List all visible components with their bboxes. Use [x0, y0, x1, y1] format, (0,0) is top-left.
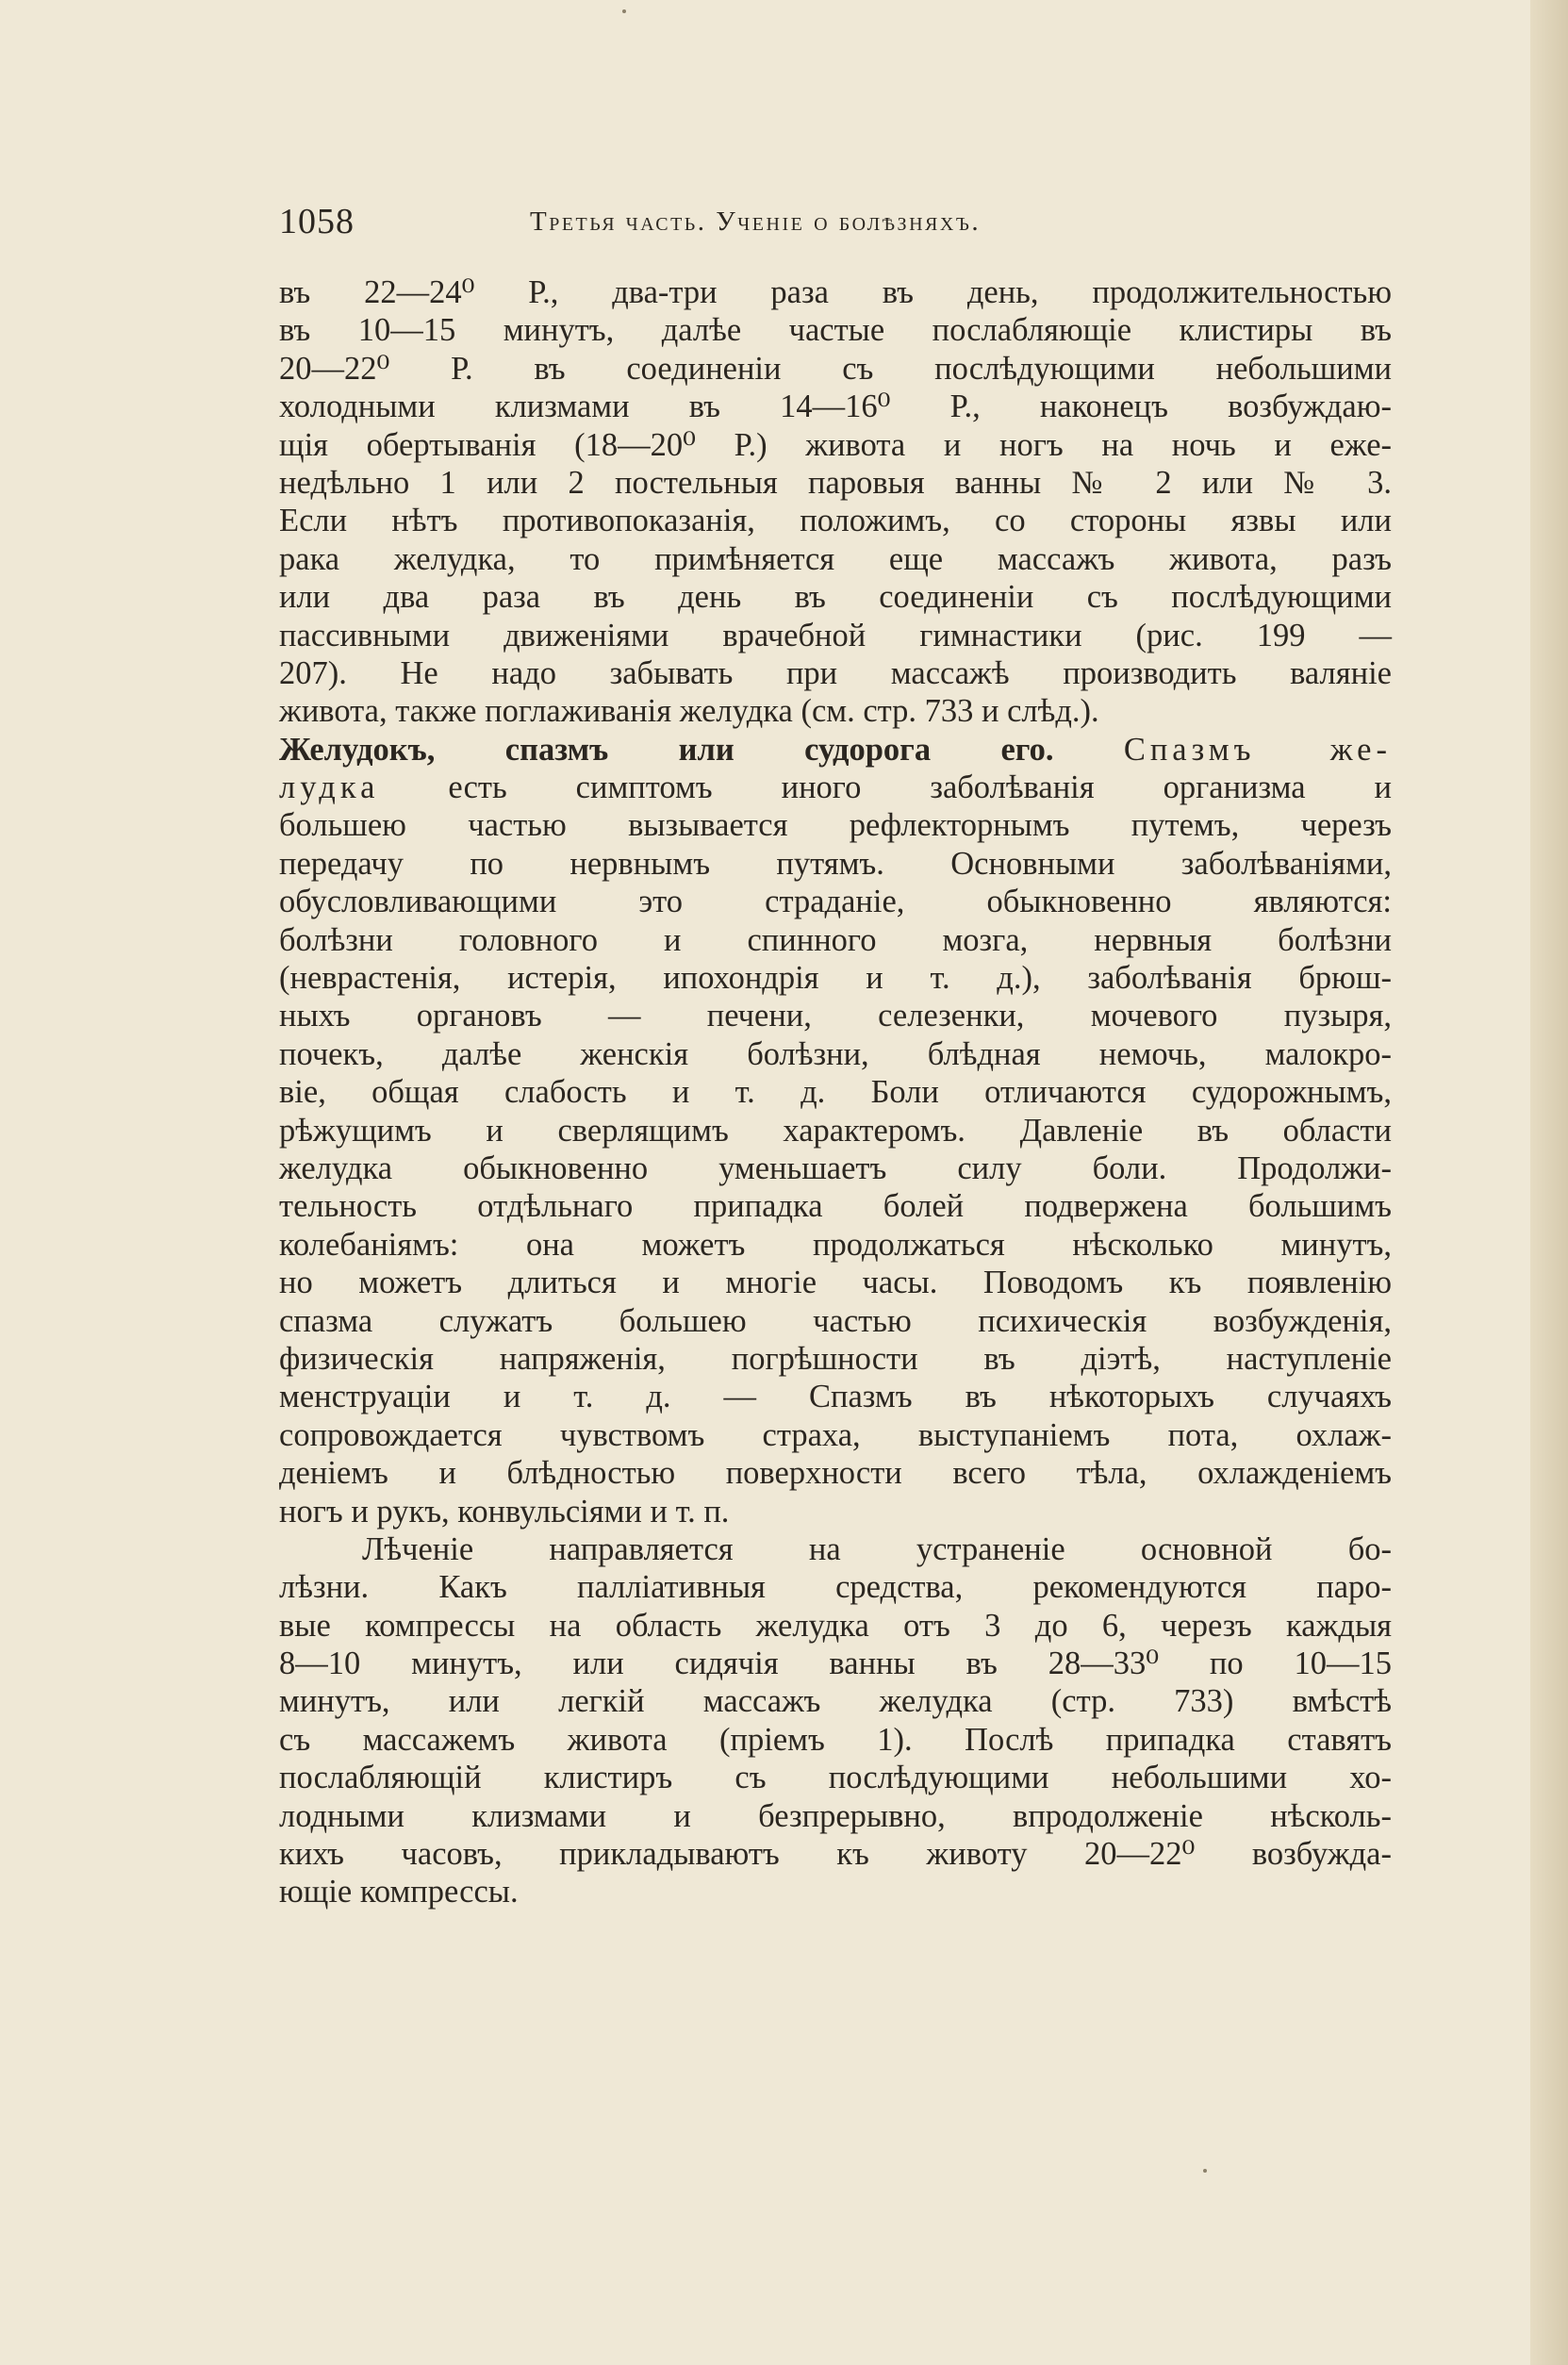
text-line: недѣльно 1 или 2 постельныя паровыя ванны № 2 или № 3. — [279, 464, 1392, 501]
paragraph-first-line: Лѣченіе направляется на устраненіе основной бо- — [362, 1530, 1392, 1567]
text-line: рака желудка, то примѣняется еще массажъ живота, разъ — [279, 540, 1392, 577]
paper-speck — [622, 9, 626, 13]
text-line: въ 22—24⁰ Р., два-три раза въ день, продолжительностью — [279, 274, 1392, 310]
text-line: почекъ, далѣе женскія болѣзни, блѣдная немочь, малокро- — [279, 1035, 1392, 1072]
text-line: ногъ и рукъ, конвульсіями и т. п. — [279, 1493, 730, 1530]
text-line: живота, также поглаживанія желудка (см. стр. 733 и слѣд.). — [279, 693, 1099, 730]
text-line: ныхъ органовъ — печени, селезенки, мочевого пузыря, — [279, 998, 1392, 1034]
text-line: 207). Не надо забывать при массажѣ производить валяніе — [279, 654, 1392, 691]
section-heading: Желудокъ, спазмъ или судорога его. — [279, 731, 1054, 768]
page-number: 1058 — [279, 202, 355, 241]
section-heading-tail: Спазмъ же- — [1123, 731, 1392, 768]
text-line: въ 10—15 минутъ, далѣе частые послабляющіе клистиры въ — [279, 312, 1392, 349]
text-line: послабляющій клистиръ съ послѣдующими небольшими хо- — [279, 1760, 1392, 1796]
text-line: ющіе компрессы. — [279, 1874, 519, 1910]
text-line: обусловливающими это страданіе, обыкновенно являются: — [279, 884, 1392, 920]
text-line: спазма служатъ большею частью психическія возбужденія, — [279, 1302, 1392, 1339]
text-line: 20—22⁰ Р. въ соединеніи съ послѣдующими небольшими — [279, 350, 1392, 387]
text-line: физическія напряженія, погрѣшности въ діэтѣ, наступленіе — [279, 1340, 1392, 1377]
page-header — [279, 193, 1429, 250]
text-line: кихъ часовъ, прикладываютъ къ животу 20—22⁰ возбужда- — [279, 1836, 1392, 1873]
text-fragment: есть симптомъ иного заболѣванія организма и — [448, 769, 1392, 806]
text-line: щія обертыванія (18—20⁰ Р.) живота и ногъ на ночь и еже- — [279, 426, 1392, 463]
text-line: минутъ, или легкій массажъ желудка (стр. 733) вмѣстѣ — [279, 1683, 1392, 1720]
text-line: пассивными движеніями врачебной гимнастики (рис. 199 — — [279, 617, 1392, 653]
body-text — [279, 273, 1392, 1911]
text-line — [279, 769, 1392, 806]
text-line: сопровождается чувствомъ страха, выступаніемъ пота, охлаж- — [279, 1416, 1392, 1453]
text-line: віе, общая слабость и т. д. Боли отличаются судорожнымъ, — [279, 1074, 1392, 1111]
text-line: вые компрессы на область желудка отъ 3 до 6, черезъ каждыя — [279, 1607, 1392, 1644]
paper-speck — [1203, 2169, 1207, 2173]
text-line: или два раза въ день въ соединеніи съ послѣдующими — [279, 579, 1392, 616]
running-head: Третья часть. Ученіе о болѣзняхъ. — [530, 207, 982, 237]
text-line: но можетъ длиться и многіе часы. Поводомъ къ появленію — [279, 1265, 1392, 1301]
text-line: болѣзни головного и спинного мозга, нервныя болѣзни — [279, 921, 1392, 958]
text-line: Если нѣтъ противопоказанія, положимъ, со стороны язвы или — [279, 503, 1392, 539]
text-line: 8—10 минутъ, или сидячія ванны въ 28—33⁰ по 10—15 — [279, 1646, 1392, 1682]
text-line: менструаціи и т. д. — Спазмъ въ нѣкоторыхъ случаяхъ — [279, 1379, 1392, 1415]
page-edge-shadow — [1530, 0, 1568, 2365]
text-line: большею частью вызывается рефлекторнымъ путемъ, черезъ — [279, 807, 1392, 844]
text-line: рѣжущимъ и сверлящимъ характеромъ. Давленіе въ области — [279, 1112, 1392, 1149]
text-line: деніемъ и блѣдностью поверхности всего тѣла, охлажденіемъ — [279, 1455, 1392, 1492]
text-line: (неврастенія, истерія, ипохондрія и т. д.), заболѣванія брюш- — [279, 960, 1392, 997]
text-line: желудка обыкновенно уменьшаетъ силу боли. Продолжи- — [279, 1149, 1392, 1186]
spaced-word: лудка — [279, 769, 380, 806]
text-line: тельность отдѣльнаго припадка болей подвержена большимъ — [279, 1188, 1392, 1225]
text-line: лодными клизмами и безпрерывно, впродолженіе нѣсколь- — [279, 1797, 1392, 1834]
section-heading-line — [279, 731, 1392, 769]
text-line: съ массажемъ живота (пріемъ 1). Послѣ припадка ставятъ — [279, 1721, 1392, 1758]
text-line: передачу по нервнымъ путямъ. Основными заболѣваніями, — [279, 845, 1392, 882]
text-line: холодными клизмами въ 14—16⁰ Р., наконецъ возбуждаю- — [279, 389, 1392, 425]
text-line: колебаніямъ: она можетъ продолжаться нѣсколько минутъ, — [279, 1226, 1392, 1263]
text-line: лѣзни. Какъ палліативныя средства, рекомендуются паро- — [279, 1569, 1392, 1606]
